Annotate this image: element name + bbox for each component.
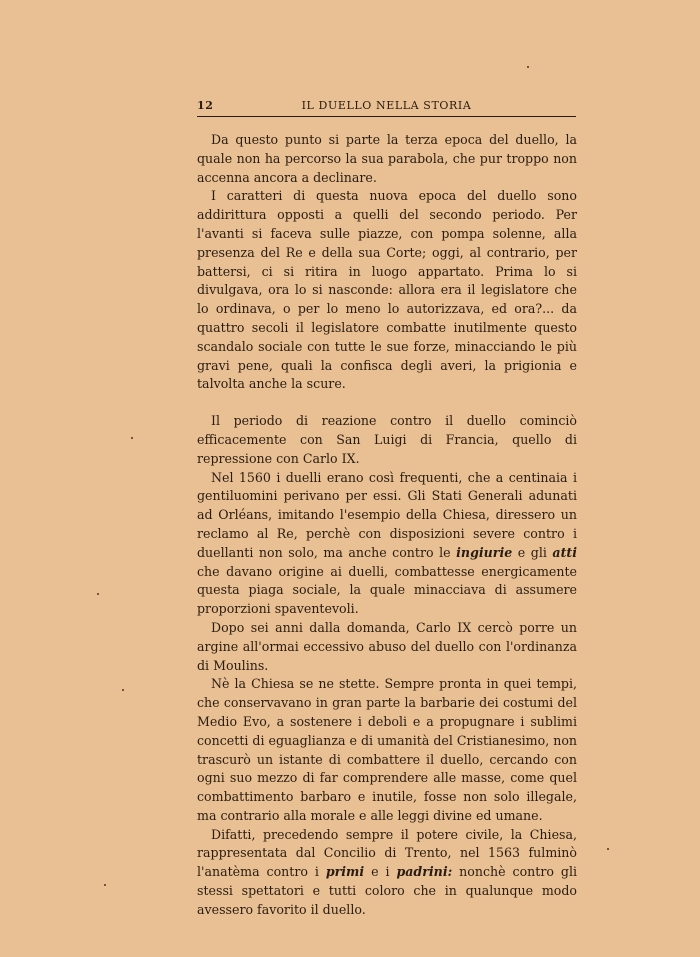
paper-speck — [131, 437, 133, 439]
paragraph-7 — [197, 826, 577, 920]
paragraph-4 — [197, 469, 577, 619]
paragraph-1: Da questo punto si parte la terza epoca del duello, la quale non ha percorso la sua parabola, che pur troppo non accenna ancora a declinare. — [197, 132, 577, 185]
page-header — [197, 96, 576, 117]
paragraph-2: I caratteri di questa nuova epoca del duello sono addirittura opposti a quelli del secondo periodo. Per l'avanti si faceva sulle piazze, con pompa solenne, alla presenza del Re e della sua Corte; oggi, al contrario, per battersi, ci si ritira in luogo appartato. Prima lo si divulgava, ora lo si nasconde: allora era il legislatore che lo ordinava, o per lo meno lo autorizzava, ed ora?... da quattro secoli il legislatore combatte inutilmente questo scandalo sociale con tutte le sue forze, minacciando le più gravi pene, quali la confisca degli averi, la prigionia e talvolta anche la scure. — [197, 188, 577, 392]
body-text — [197, 131, 577, 920]
paragraph-7-text-a: Difatti, precedendo sempre il potere civile, la Chiesa, rappresentata dal Concilio di Trento, nel 1563 fulminò l'anatèma contro i — [197, 826, 577, 880]
paragraph-4-text-a: Nel 1560 i duelli erano così frequenti, che a centinaia i gentiluomini perivano per essi. Gli Stati Generali adunati ad Orléans, imitando l'esempio della Chiesa, diressero un reclamo al Re, perchè con disposizioni severe contro i duellanti non solo, ma anche contro le — [197, 469, 577, 560]
emphasis-primi: primi — [325, 864, 365, 880]
paper-speck — [97, 593, 99, 595]
page-number: 12 — [197, 99, 214, 112]
emphasis-ingiurie: ingiurie — [456, 544, 513, 560]
paragraph-6: Nè la Chiesa se ne stette. Sempre pronta in quei tempi, che conservavano in gran parte la barbarie dei costumi del Medio Evo, a sostenere i deboli e a propugnare i sublimi concetti di eguaglianza e di umanità del Cristianesimo, non trascurò un istante di combattere il duello, cercando con ogni suo mezzo di far comprendere alle masse, come quel combattimento barbaro e inutile, fosse non solo illegale, ma contrario alla morale e alle leggi divine ed umane. — [197, 676, 578, 823]
emphasis-atti: atti — [552, 544, 577, 560]
paper-speck — [607, 848, 609, 850]
paper-speck — [104, 884, 106, 886]
paragraph-4-text-c: che davano origine ai duelli, combattesse energicamente questa piaga sociale, la quale minacciava di assumere proporzioni spaventevoli. — [197, 563, 577, 617]
emphasis-padrini: padrini: — [396, 864, 453, 880]
paragraph-3: Il periodo di reazione contro il duello cominciò efficacemente con San Luigi di Francia, quello di repressione con Carlo IX. — [197, 413, 577, 466]
paragraph-7-text-c: nonchè contro gli stessi spettatori e tutti coloro che in qualunque modo avessero favorito il duello. — [197, 864, 577, 917]
paper-speck — [122, 689, 124, 691]
paper-speck — [527, 66, 529, 68]
paragraph-7-text-b: e i — [364, 864, 397, 880]
paragraph-5: Dopo sei anni dalla domanda, Carlo IX cercò porre un argine all'ormai eccessivo abuso del duello con l'ordinanza di Moulins. — [197, 619, 577, 673]
paragraph-4-text-b: e gli — [512, 544, 553, 560]
running-title: IL DUELLO NELLA STORIA — [301, 99, 472, 112]
